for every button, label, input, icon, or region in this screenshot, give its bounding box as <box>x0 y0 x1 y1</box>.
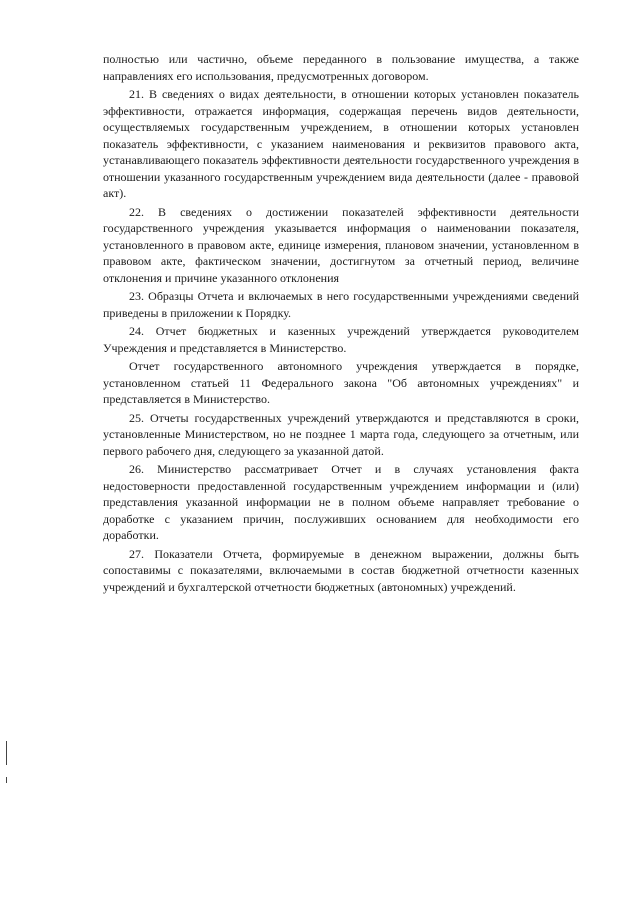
paragraph-continuation: полностью или частично, объеме переданного в пользование имущества, а также направлениях его использования, предусмотренных договором. <box>103 52 579 83</box>
paragraph-24-autonomous: Отчет государственного автономного учреждения утверждается в порядке, установленном статьей 11 Федерального закона "Об автономных учреждениях" и представляется в Министерство. <box>103 359 579 406</box>
paragraph-26: 26. Министерство рассматривает Отчет и в случаях установления факта недостоверности предоставленной государственным учреждением информации и (или) представления указанной информации не в полном объеме направляет требование о доработке с указанием причин, послуживших основанием для необходимости его доработки. <box>103 462 579 542</box>
paragraph-21: 21. В сведениях о видах деятельности, в отношении которых установлен показатель эффективности, отражается информация, содержащая перечень видов деятельности, осуществляемых государственным учреждением, в отношении которых установлен показатель эффективности, с указанием наименования и реквизитов правового акта, устанавливающего показатель эффективности деятельности государственного учреждения в отношении указанного государственным учреждением вида деятельности (далее - правовой акт). <box>103 87 579 200</box>
document-body <box>103 51 579 597</box>
paragraph-24: 24. Отчет бюджетных и казенных учреждений утверждается руководителем Учреждения и представляется в Министерство. <box>103 324 579 355</box>
scan-edge-mark <box>6 741 7 765</box>
paragraph-27: 27. Показатели Отчета, формируемые в денежном выражении, должны быть сопоставимы с показателями, включаемыми в состав бюджетной отчетности казенных учреждений и бухгалтерской отчетности бюджетных (автономных) учреждений. <box>103 546 579 594</box>
scan-edge-mark <box>6 777 7 783</box>
paragraph-23: 23. Образцы Отчета и включаемых в него государственными учреждениями сведений приведены в приложении к Порядку. <box>103 289 579 320</box>
paragraph-25: 25. Отчеты государственных учреждений утверждаются и представляются в сроки, установленные Министерством, но не позднее 1 марта года, следующего за отчетным, или первого рабочего дня, следующего за указанной датой. <box>103 410 579 458</box>
paragraph-22: 22. В сведениях о достижении показателей эффективности деятельности государственного учреждения указывается информация о наименовании показателя, установленного в правовом акте, единице измерения, плановом значении, установленном в правовом акте, фактическом значении, достигнутом за отчетный период, величине отклонения и причине указанного отклонения <box>103 204 579 285</box>
